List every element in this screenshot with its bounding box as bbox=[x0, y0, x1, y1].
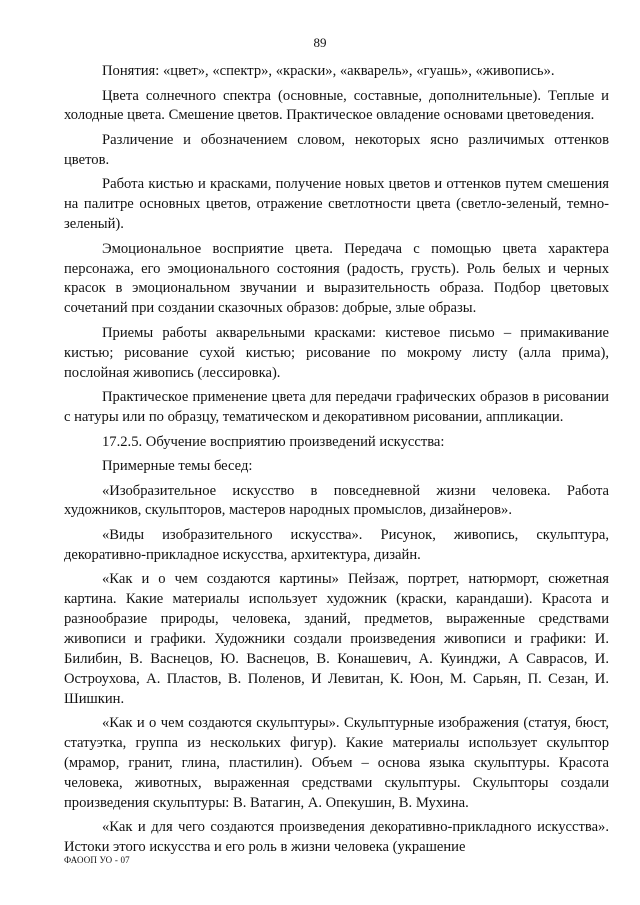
paragraph: Цвета солнечного спектра (основные, составные, дополнительные). Теплые и холодные цвета. Смешение цветов. Практическое овладение основами цветоведения. bbox=[64, 87, 609, 124]
paragraph: Понятия: «цвет», «спектр», «краски», «акварель», «гуашь», «живопись». bbox=[102, 63, 555, 79]
paragraph: «Изобразительное искусство в повседневной жизни человека. Работа художников, скульпторов, мастеров народных промыслов, дизайнеров». bbox=[64, 482, 609, 519]
section-heading: 17.2.5. Обучение восприятию произведений искусства: bbox=[102, 433, 445, 450]
document-body bbox=[64, 62, 609, 863]
paragraph: «Как и о чем создаются картины» Пейзаж, портрет, натюрморт, сюжетная картина. Какие материалы использует художник (краски, карандаши). Красота и разнообразие природы, человека, зданий, предметов, выраженные средствами живописи и графики. Художники создали произведения живописи и графики: И. Билибин, В. Васнецов, Ю. Васнецов, В. Конашевич, А. Куинджи, А Саврасов, И. Остроухова, А. Пластов, В. Поленов, И Левитан, К. Юон, М. Сарьян, П. Сезан, И. Шишкин. bbox=[64, 571, 609, 707]
paragraph: Работа кистью и красками, получение новых цветов и оттенков путем смешения на палитре основных цветов, отражение светлотности цвета (светло-зеленый, темно-зеленый). bbox=[64, 176, 609, 233]
paragraph: «Как и для чего создаются произведения декоративно-прикладного искусства». Истоки этого искусства и его роль в жизни человека (украшение bbox=[64, 819, 609, 856]
paragraph: «Как и о чем создаются скульптуры». Скульптурные изображения (статуя, бюст, статуэтка, группа из нескольких фигур). Какие материалы использует скульптор (мрамор, гранит, глина, пластилин). Объем – основа языка скульптуры. Красота человека, животных, выраженная средствами скульптуры. Скульпторы создали произведения скульптуры: В. Ватагин, А. Опекушин, В. Мухина. bbox=[64, 715, 609, 811]
paragraph: Различение и обозначением словом, некоторых ясно различимых оттенков цветов. bbox=[64, 131, 609, 168]
paragraph: Эмоциональное восприятие цвета. Передача с помощью цвета характера персонажа, его эмоционального состояния (радость, грусть). Роль белых и черных красок в эмоциональном звучании и выразительность образа. Подбор цветовых сочетаний при создании сказочных образов: добрые, злые образы. bbox=[64, 240, 609, 317]
page-number: 89 bbox=[313, 35, 327, 50]
paragraph: Приемы работы акварельными красками: кистевое письмо – примакивание кистью; рисование сухой кистью; рисование по мокрому листу (алла прима), послойная живопись (лессировка). bbox=[64, 324, 609, 381]
document-footer: ФАООП УО - 07 bbox=[64, 855, 130, 865]
paragraph: Практическое применение цвета для передачи графических образов в рисовании с натуры или по образцу, тематическом и декоративном рисовании, аппликации. bbox=[64, 389, 609, 426]
paragraph: «Виды изобразительного искусства». Рисунок, живопись, скульптура, декоративно-прикладное искусства, архитектура, дизайн. bbox=[64, 526, 609, 563]
paragraph: Примерные темы бесед: bbox=[102, 458, 253, 475]
